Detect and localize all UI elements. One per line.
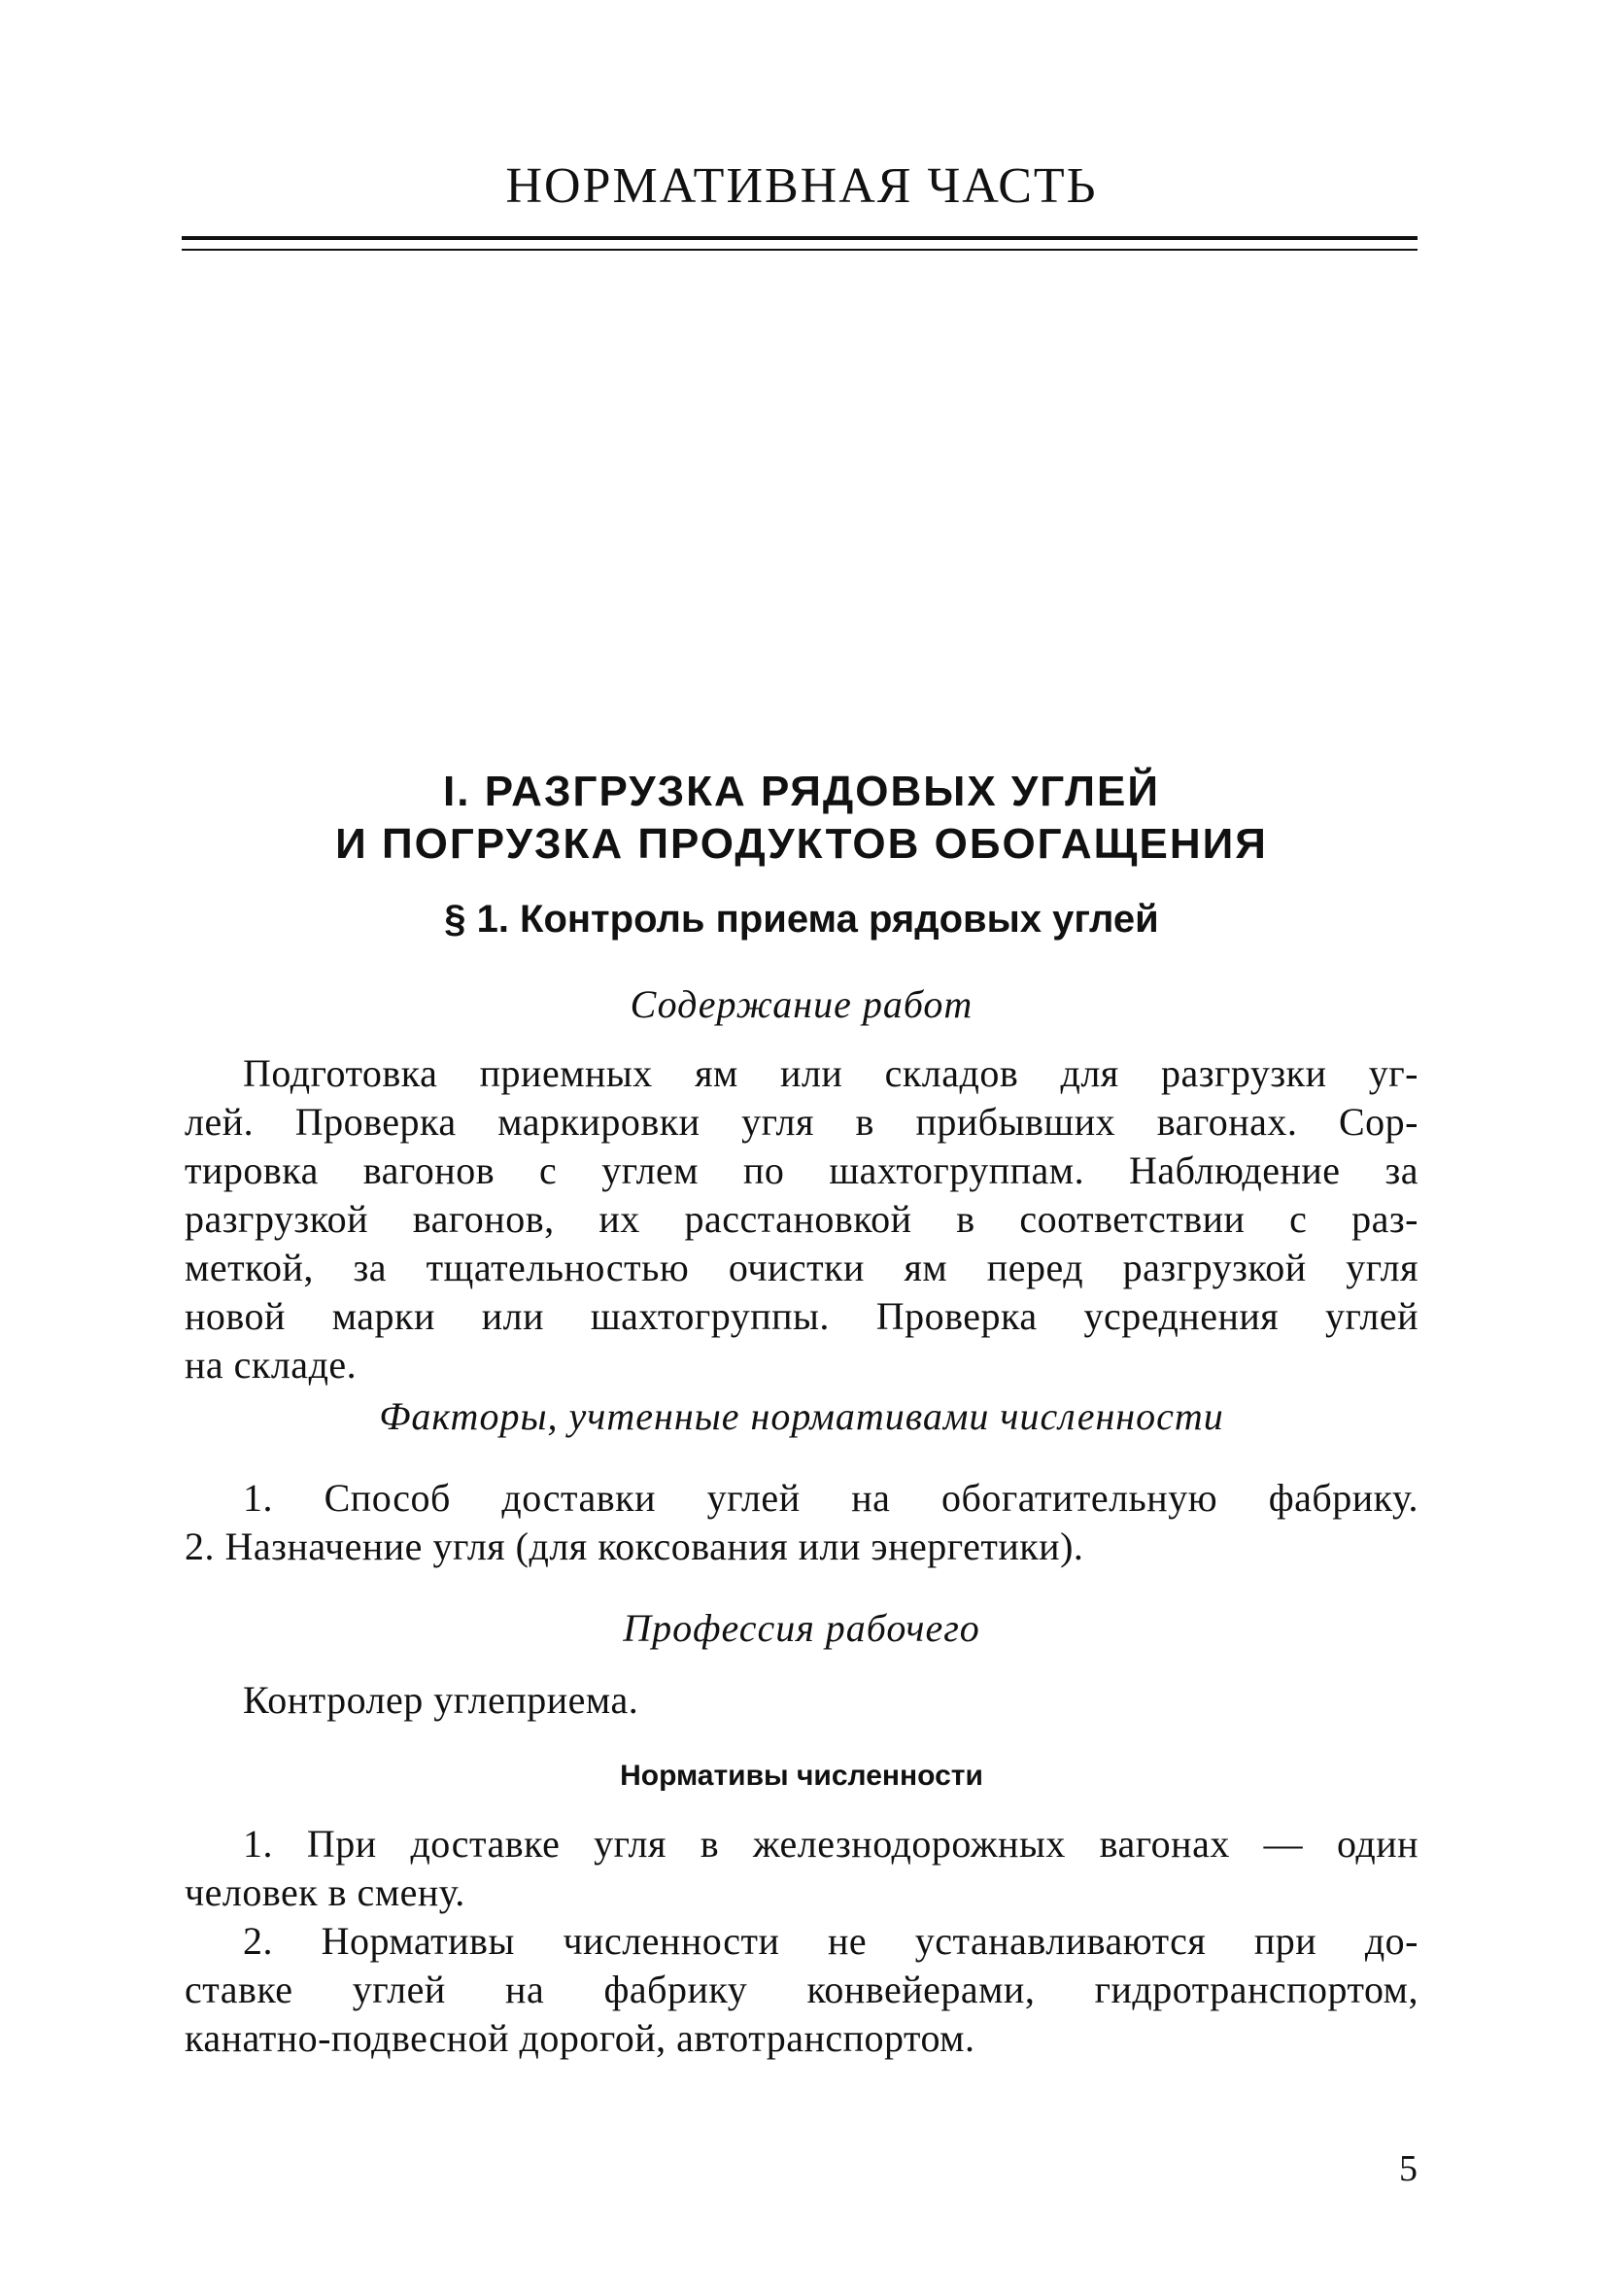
profession-text: Контролер углеприема. (243, 1678, 639, 1722)
header-rule-thin (182, 249, 1418, 251)
norms-item-1 (185, 1820, 1418, 1917)
factors-list (185, 1474, 1418, 1571)
work-content-heading: Содержание работ (630, 982, 974, 1026)
norms-line: 2. Нормативы численности не устанавливаются при до- (243, 1919, 1418, 1963)
norms-line: ставке углей на фабрику конвейерами, гидротранспортом, (185, 1968, 1418, 2011)
section-title-line-1: I. РАЗГРУЗКА РЯДОВЫХ УГЛЕЙ (443, 768, 1160, 815)
factor-item: 1. Способ доставки углей на обогатительную фабрику. (243, 1476, 1418, 1520)
section-title-line-2: И ПОГРУЗКА ПРОДУКТОВ ОБОГАЩЕНИЯ (335, 820, 1268, 868)
work-content-line: лей. Проверка маркировки угля в прибывших вагонах. Сор- (185, 1100, 1418, 1144)
factor-item: 2. Назначение угля (для коксования или энергетики). (185, 1525, 1084, 1568)
norms-line: человек в смену. (185, 1870, 465, 1914)
profession-heading: Профессия рабочего (623, 1606, 980, 1650)
work-content-line: Подготовка приемных ям или складов для разгрузки уг- (243, 1051, 1418, 1095)
norms-line: 1. При доставке угля в железнодорожных вагонах — один (243, 1822, 1418, 1866)
work-content-line: новой марки или шахтогруппы. Проверка усреднения углей (185, 1294, 1418, 1338)
factors-heading: Факторы, учтенные нормативами численности (379, 1394, 1224, 1438)
work-content-line: меткой, за тщательностью очистки ям перед разгрузкой угля (185, 1246, 1418, 1289)
norms-item-2 (185, 1917, 1418, 2063)
profession-text-block (185, 1676, 1418, 1725)
page-number: 5 (1399, 2148, 1418, 2189)
work-content-line: тировка вагонов с углем по шахтогруппам. Наблюдение за (185, 1148, 1418, 1192)
work-content-line: разгрузкой вагонов, их расстановкой в соответствии с раз- (185, 1197, 1418, 1241)
work-content-line: на складе. (185, 1343, 358, 1387)
part-title: НОРМАТИВНАЯ ЧАСТЬ (505, 158, 1098, 214)
header-rule-thick (182, 236, 1418, 240)
norms-heading: Нормативы численности (620, 1760, 983, 1792)
norms-line: канатно-подвесной дорогой, автотранспортом. (185, 2016, 975, 2060)
work-content-text (185, 1049, 1418, 1389)
paragraph-heading: § 1. Контроль приема рядовых углей (444, 898, 1159, 941)
